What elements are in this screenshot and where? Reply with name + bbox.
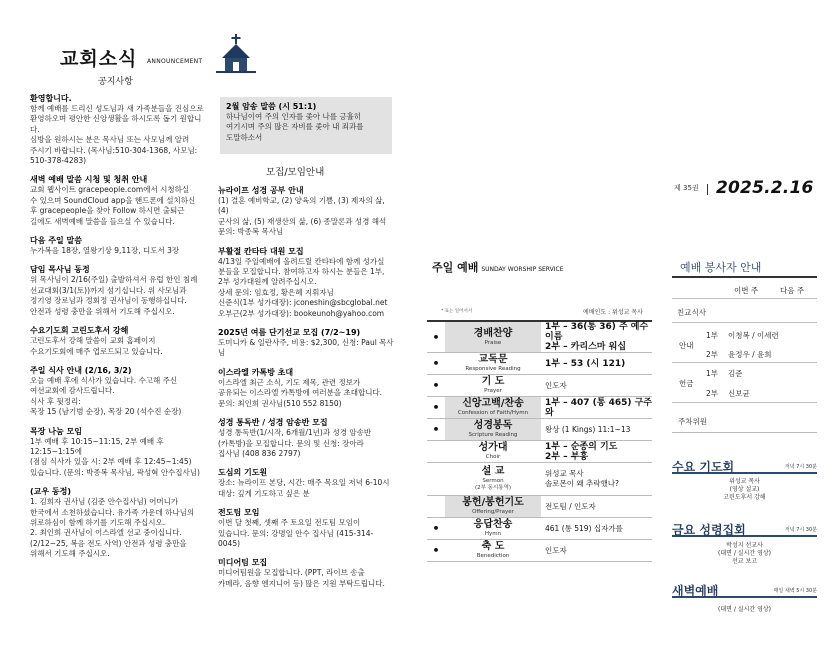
friday-service-time: 저녁 7시 30분 — [784, 527, 817, 533]
recruit-body: 장소: 뉴라이프 본당, 시간: 매주 목요일 저녁 6-10시 대상: 깊게 기도하고 싶은 분 — [218, 478, 390, 498]
volunteer-divider — [672, 298, 817, 299]
recruit-body: 이번 달 첫째, 셋째 주 토요일 전도팀 모임이 있습니다. 문의: 강명일 안수 집사님 (415-314-0045) — [218, 518, 374, 548]
notice-body: 1부 예배 후 10:15~11:15, 2부 예배 후 12:15~1:15에 (점심 식사가 있을 시: 2부 예배 후 12:45~1:45) 있습니다. (문의: 박종복 목사님, 곽성혁 안수집사님) — [30, 436, 200, 477]
recruit-title: 이스라엘 카톡방 초대 — [218, 367, 294, 377]
worship-title-en: SUNDAY WORSHIP SERVICE — [481, 266, 564, 273]
recruit-media — [218, 557, 394, 589]
friday-service-title: 금요 성령집회 — [672, 523, 746, 537]
worship-item-ko: 응답찬송 — [473, 519, 513, 530]
notice-title: (교우 동정) — [30, 487, 72, 497]
recruit-title: 뉴라이프 성경 공부 안내 — [218, 186, 304, 195]
worship-item-label — [445, 397, 541, 419]
friday-service-header — [672, 519, 817, 537]
recruit-cantata — [218, 246, 394, 319]
worship-order-row — [427, 441, 652, 463]
notice-body: 함께 예배를 드리신 성도님과 새 가족분들을 진심으로 환영하오며 평안한 신앙생활을 하시도록 돕기 원합니다. 심방을 원하시는 분은 목사님 또는 사모님께 알려 주시기 바랍니다. (목사님:510-304-1368, 사모님: 510-378-4283) — [30, 104, 204, 166]
volunteer-title: 예배 봉사자 안내 — [680, 261, 762, 274]
wednesday-service-time: 저녁 7시 30분 — [784, 464, 817, 470]
recruit-evangelism — [218, 507, 394, 549]
notice-dawn-sermon — [30, 174, 208, 227]
dawn-service-time: 매일 새벽 5시 30분 — [773, 588, 817, 594]
notice-body: 교회 웹사이트 gracepeople.com에서 시청하실 수 있으며 SoundCloud app을 핸드폰에 설치하신 후 gracepeople을 찾아 Follow 하시면 출퇴근 길에도 새벽예배 말씀을 들으실 수 있습니다. — [30, 185, 196, 226]
volunteer-divider — [672, 432, 817, 433]
worship-item-en: Offering/Prayer — [472, 509, 514, 515]
worship-item-value: 1부 – 407 (통 465) 구주와 — [541, 397, 652, 419]
notice-next-sermon — [30, 235, 208, 256]
recruit-title: 도심의 기도원 — [218, 468, 268, 478]
recruit-israel — [218, 367, 394, 409]
church-icon — [216, 34, 256, 74]
volunteer-role-offering: 헌금 — [679, 379, 694, 388]
recruit-title: 전도팀 모임 — [218, 508, 260, 518]
worship-item-label — [445, 375, 541, 397]
worship-item-ko: 설 교 — [481, 466, 505, 477]
worship-item-value: 왕상 (1 Kings) 11:1~13 — [541, 419, 652, 441]
recruit-body: 이스라엘 최근 소식, 기도 제목, 관련 정보가 공유되는 이스라엘 카톡방에 여러분을 초대합니다. 문의: 최인희 권사님(510 552 8150) — [218, 377, 383, 408]
notice-welcome — [30, 93, 208, 166]
recruit-title: 미디어팀 모집 — [218, 558, 268, 568]
worship-item-ko: 성경봉독 — [473, 420, 513, 431]
worship-item-label — [445, 441, 541, 463]
volunteer-role-usher: 안내 — [679, 341, 694, 350]
dawn-service-details: (대면 / 실시간 영상) — [718, 606, 771, 613]
worship-item-label — [445, 496, 541, 518]
worship-item-value: 1부 – 53 (시 121) — [541, 353, 652, 375]
worship-item-ko: 축 도 — [481, 541, 505, 552]
worship-item-en: Praise — [484, 339, 502, 346]
worship-item-en: Responsive Reading — [465, 366, 521, 372]
recruit-title: 성경 통독반 / 성경 암송반 모집 — [218, 418, 328, 428]
recruit-mission — [218, 327, 394, 359]
worship-title — [432, 259, 564, 275]
issue-date: 2025.2.16 — [716, 178, 814, 198]
worship-item-label — [445, 540, 541, 562]
recruit-body: 도미니카 & 일란사주, 비용: $2,300, 신청: Paul 목사님 — [218, 338, 394, 358]
volunteer-service: 1부 — [706, 331, 719, 340]
standing-marker — [427, 496, 445, 518]
this-week-label: 이번 주 — [734, 286, 759, 295]
notice-body: 고린도후서 강해 말씀이 교회 홈페이지 수요기도회에 매주 업로드되고 있습니다. — [30, 336, 163, 356]
worship-item-en: Prayer — [484, 388, 502, 394]
worship-item-value: 전도팀 / 인도자 — [541, 496, 652, 518]
worship-order-row — [427, 518, 652, 540]
worship-title-ko: 주일 예배 — [432, 261, 479, 274]
worship-order-row — [427, 496, 652, 518]
worship-item-en: Choir — [485, 454, 501, 460]
recruit-heading: 모집/모임안내 — [266, 167, 325, 178]
standing-marker: • — [427, 397, 445, 419]
volunteer-names: 신보균 — [728, 389, 750, 398]
worship-leader: 예배인도 : 위성교 목사 — [583, 309, 643, 316]
page-title: 교회소식 — [60, 48, 138, 70]
notice-meal — [30, 365, 208, 418]
worship-item-ko: 경배찬양 — [473, 327, 513, 339]
recruit-body: 미디어팀원을 모집합니다. (PPT, 라이브 송출 카메라, 음향 엔지니어 등) 많은 지원 부탁드립니다. — [218, 568, 385, 588]
standing-marker: • — [427, 353, 445, 375]
notice-title: 담임 목사님 동정 — [30, 265, 90, 275]
issue-divider — [707, 184, 708, 195]
recruit-body: 성경 통독반(1/시작, 6개월/1년)과 성경 암송반 (카톡방)을 모집합니다. 문의 및 신청: 장아라 집사님 (408 836 2797) — [218, 428, 372, 458]
notice-body: 1. 김희자 권사님 (김준 안수집사님) 어머니가 한국에서 소천하셨습니다. 유가족 가운데 하나님의 위로하심이 함께 하기를 기도해 주십시오. 2. 최인희 권사님이 이스라엘 선교 중이십니다. (2/12~25, 복음 전도 사역) 안전과 성령 충만을 위해서 기도해 주십시오. — [30, 497, 195, 559]
standing-marker: • — [427, 518, 445, 540]
volunteer-divider — [672, 402, 817, 403]
standing-marker: • — [427, 419, 445, 441]
notice-title: 환영합니다. — [30, 94, 72, 103]
volunteer-names: 윤정우 / 윤희 — [728, 350, 772, 359]
worship-item-label — [445, 353, 541, 375]
notice-title: 주일 식사 안내 (2/16, 3/2) — [30, 365, 132, 375]
worship-item-value: 인도자 — [541, 375, 652, 397]
announcements-column — [30, 93, 208, 568]
worship-item-en: Confession of Faith/Hymn — [457, 410, 529, 416]
worship-item-label — [445, 321, 541, 353]
wednesday-service-title: 수요 기도회 — [672, 460, 735, 474]
worship-item-en: Scripture Reading — [468, 432, 518, 438]
worship-item-en: Hymn — [484, 531, 502, 537]
standing-marker: • — [427, 321, 445, 353]
worship-order-row — [427, 397, 652, 419]
worship-item-en: Benediction — [476, 553, 510, 559]
notice-title: 다음 주일 말씀 — [30, 236, 82, 246]
memory-verse-title: 2월 암송 말씀 (시 51:1) — [226, 102, 317, 111]
worship-order-row — [427, 540, 652, 562]
volunteer-service: 2부 — [706, 350, 719, 359]
volunteer-header-rule — [672, 276, 817, 278]
dawn-service-header — [672, 580, 817, 598]
worship-item-ko: 성가대 — [478, 442, 508, 453]
next-week-label: 다음 주 — [780, 286, 805, 295]
volunteer-names: 이청복 / 이세련 — [728, 331, 779, 340]
friday-service-details: 박성지 선교사 (대면 / 실시간 영상) 선교 보고 — [718, 542, 771, 565]
worship-order-row — [427, 321, 652, 353]
notice-small-group — [30, 426, 208, 479]
page-title-english: ANNOUNCEMENT — [147, 58, 203, 65]
worship-item-value: 1부 – 36(통 36) 주 예수 이름 2부 – 카리스마 워십 — [541, 321, 652, 353]
worship-item-value: 1부 – 순종의 기도 2부 – 부흥 — [541, 441, 652, 463]
notice-body: 누가복음 18장, 열왕기상 9,11장, 디도서 3장 — [30, 246, 180, 256]
worship-order-table — [427, 320, 652, 562]
standing-marker — [427, 441, 445, 463]
worship-order-row — [427, 375, 652, 397]
notice-wednesday — [30, 325, 208, 357]
notice-title: 새벽 예배 말씀 시청 및 청취 안내 — [30, 175, 148, 185]
volunteer-divider — [672, 362, 817, 363]
volunteer-service: 2부 — [706, 389, 719, 398]
worship-item-label — [445, 419, 541, 441]
notice-title: 목장 나눔 모임 — [30, 426, 82, 436]
worship-item-ko: 기 도 — [481, 376, 505, 387]
notice-pastor — [30, 264, 208, 317]
worship-item-ko: 교독문 — [478, 354, 508, 365]
worship-item-ko: 봉헌/봉헌기도 — [462, 497, 524, 508]
notice-body: 위 목사님이 2/16(주일) 출발하셔서 유럽 한인 침례 선교대회(3/1(토))까지 섬기십니다. 위 사모님과 정기영 장로님과 정회정 권사님이 동행하십니다. 안전과 성령 충만을 위해서 기도해 주십시오. — [30, 275, 198, 316]
worship-order-row — [427, 463, 652, 496]
page-subtitle: 공지사항 — [98, 77, 133, 87]
worship-item-label — [445, 463, 541, 496]
volunteer-service: 1부 — [706, 369, 719, 378]
worship-item-value: 인도자 — [541, 540, 652, 562]
recruit-body: 4/13일 주일예배에 올려드릴 칸타타에 함께 성가실 분들을 모집합니다. 참여하고자 하시는 분들은 1부, 2부 성가대원께 알려주십시오. 상세 문의: 임효정, 황은혜 지휘자님 신준식(1부 성가대장): jconeshin@sbcglobal.net 오부근(2부 성가대장): bookeunoh@yahoo.com — [218, 256, 388, 318]
worship-item-en: Sermon (2부 동시통역) — [474, 478, 512, 491]
notice-body: 오늘 예배 후에 식사가 있습니다. 수고해 주신 여선교회에 감사드립니다. 식사 후 뒷정리: 목장 15 (남기범 순장), 목장 20 (석수진 순장) — [30, 375, 182, 417]
memory-verse-text: 하나님이여 주의 인자를 좇아 나를 긍휼히 여기시며 주의 많은 자비를 좇아 내 죄과를 도말하소서 — [226, 112, 364, 142]
standing-marker: • — [427, 540, 445, 562]
worship-item-value: 위성교 목사 솔로몬이 왜 추락했나? — [541, 463, 652, 496]
wednesday-service-header — [672, 456, 817, 474]
worship-order-row — [427, 353, 652, 375]
worship-item-value: 461 (통 519) 십자가를 — [541, 518, 652, 540]
worship-item-ko: 신앙고백/찬송 — [462, 398, 524, 409]
recruit-title: 부활절 칸타타 대원 모집 — [218, 246, 304, 256]
standing-marker — [427, 463, 445, 496]
notice-members — [30, 486, 208, 559]
volunteer-names: 김준 — [728, 369, 743, 378]
recruit-prayer-house — [218, 467, 394, 499]
dawn-service-title: 새벽예배 — [672, 584, 719, 598]
worship-item-label — [445, 518, 541, 540]
standing-note: * 표는 일어서서 — [441, 309, 473, 314]
recruit-title: 2025년 여름 단기선교 모집 (7/2~19) — [218, 328, 361, 338]
recruit-column — [218, 185, 394, 597]
memory-verse-box — [220, 97, 392, 154]
issue-number: 제 35권 — [674, 184, 699, 192]
recruit-body: (1) 결혼 예비학교, (2) 양육의 기쁨, (3) 제자의 삶, (4) 군사의 삶, (5) 재생산의 삶, (6) 종말론과 성경 해석 문의: 박종복 목사님 — [218, 196, 387, 237]
standing-marker: • — [427, 375, 445, 397]
wednesday-service-details: 위성교 목사 (영상 설교) 고린도후서 강해 — [723, 478, 766, 501]
recruit-newlife — [218, 185, 394, 238]
volunteer-role-parking: 주차위원 — [678, 417, 707, 426]
volunteer-role-meal: 친교식사 — [677, 308, 706, 317]
recruit-bible-reading — [218, 417, 394, 459]
worship-order-row — [427, 419, 652, 441]
volunteer-divider — [672, 322, 817, 323]
notice-title: 수요기도회 고린도후서 강해 — [30, 326, 129, 336]
